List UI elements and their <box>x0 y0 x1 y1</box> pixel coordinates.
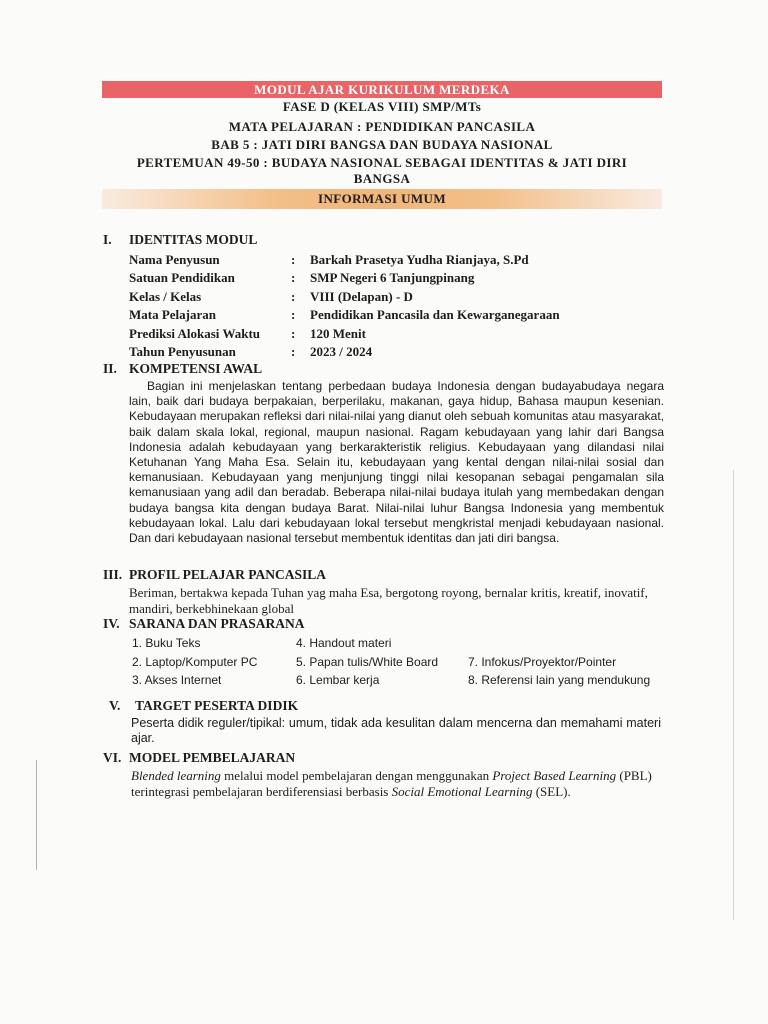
scan-artifact-line <box>36 760 37 870</box>
fase-heading: FASE D (KELAS VIII) SMP/MTs <box>282 99 482 114</box>
section-number: II. <box>103 361 117 376</box>
identity-value: Pendidikan Pancasila dan Kewarganegaraan <box>310 307 560 322</box>
identity-value: Barkah Prasetya Yudha Rianjaya, S.Pd <box>310 252 529 267</box>
identity-label: Tahun Penyusunan <box>129 344 236 359</box>
section-title: PROFIL PELAJAR PANCASILA <box>129 567 327 582</box>
section-number: V. <box>109 698 121 713</box>
section-title: TARGET PESERTA DIDIK <box>135 698 299 713</box>
identity-label: Satuan Pendidikan <box>129 270 235 285</box>
identity-label: Prediksi Alokasi Waktu <box>129 326 261 341</box>
target-text: Peserta didik reguler/tipikal: umum, tidak ada kesulitan dalam mencerna dan memahami materi ajar. <box>131 716 661 746</box>
chapter-heading: BAB 5 : JATI DIRI BANGSA DAN BUDAYA NASIONAL <box>211 137 553 152</box>
identity-colon: : <box>291 270 296 285</box>
facility-item: 5. Papan tulis/White Board <box>296 655 439 669</box>
section-number: VI. <box>103 750 122 765</box>
identity-value: SMP Negeri 6 Tanjungpinang <box>310 270 475 285</box>
model-text: (PBL) terintegrasi pembelajaran berdiferensiasi berbasis <box>131 768 652 799</box>
kompetensi-awal-text: Bagian ini menjelaskan tentang perbedaan budaya Indonesia dengan budayabudaya negara lain, baik dari budaya berpakaian, berperilaku, makanan, gaya hidup, Bahasa maupun kesenian. Kebudayaan merupakan refleksi dari nilai-nilai yang dianut oleh sebuah komunitas atau masyarakat, baik dalam skala lokal, regional, maupun nasional. Ragam kebudayaan yang lahir dari Bangsa Indonesia adalah kebudayaan yang berkarakteristik religius. Kebudayaan yang dilandasi nilai Ketuhanan Yang Maha Esa. Selain itu, kebudayaan yang kental dengan nilai-nilai sosial dan kemanusiaan. Kebudayaan yang menjunjung tinggi nilai kesopanan sebagai pengamalan sila kemanusiaan yang adil dan beradab. Beberapa nilai-nilai budaya itulah yang membedakan dengan budaya bangsa kita dengan budaya Barat. Nilai-nilai luhur Bangsa Indonesia yang membentuk kebudayaan lokal. Lalu dari kebudayaan lokal tersebut mengkristal menjadi kebudayaan nasional. Dan dari kebudayaan nasional tersebut membentuk identitas dan jati diri bangsa. <box>129 379 664 546</box>
blended-learning-term: Blended learning <box>131 768 221 783</box>
identity-colon: : <box>291 289 296 304</box>
facility-item: 3. Akses Internet <box>132 673 222 687</box>
identity-value: 2023 / 2024 <box>310 344 373 359</box>
meeting-heading-line1: PERTEMUAN 49-50 : BUDAYA NASIONAL SEBAGAI IDENTITAS & JATI DIRI <box>136 155 628 170</box>
model-text: (SEL). <box>532 784 571 799</box>
section-title: SARANA DAN PRASARANA <box>129 616 305 631</box>
facility-item: 6. Lembar kerja <box>296 673 380 687</box>
identity-colon: : <box>291 326 296 341</box>
scan-artifact-line <box>733 470 734 920</box>
sel-term: Social Emotional Learning <box>391 784 533 799</box>
general-info-title: INFORMASI UMUM <box>317 191 446 206</box>
identity-row-school <box>129 270 669 286</box>
profil-text: Beriman, bertakwa kepada Tuhan yag maha Esa, bergotong royong, bernalar kritis, kreatif, inovatif, mandiri, berkebhinekaan global <box>129 585 648 616</box>
section-title: MODEL PEMBELAJARAN <box>129 750 296 765</box>
general-info-band <box>102 189 662 209</box>
identity-colon: : <box>291 252 296 267</box>
identity-row-class <box>129 289 669 305</box>
identity-row-subject <box>129 307 669 323</box>
facility-item: 4. Handout materi <box>296 636 392 650</box>
meeting-heading-line2: BANGSA <box>353 171 411 186</box>
identity-label: Mata Pelajaran <box>129 307 217 322</box>
pbl-term: Project Based Learning <box>492 768 617 783</box>
facility-item: 1. Buku Teks <box>132 636 201 650</box>
section-title: IDENTITAS MODUL <box>129 232 258 247</box>
section-number: IV. <box>103 616 120 631</box>
identity-row-year <box>129 344 669 360</box>
identity-value: VIII (Delapan) - D <box>310 289 413 304</box>
section-title: KOMPETENSI AWAL <box>129 361 263 376</box>
section-number: III. <box>103 567 123 582</box>
section-number: I. <box>103 232 112 247</box>
facility-item: 7. Infokus/Proyektor/Pointer <box>468 655 617 669</box>
module-title: MODUL AJAR KURIKULUM MERDEKA <box>254 82 510 97</box>
model-text: melalui model pembelajaran dengan menggunakan <box>220 768 493 783</box>
model-paragraph <box>131 768 661 800</box>
identity-row-author <box>129 252 669 268</box>
identity-row-time <box>129 326 669 342</box>
identity-label: Nama Penyusun <box>129 252 220 267</box>
target-paragraph <box>131 716 661 746</box>
identity-colon: : <box>291 307 296 322</box>
facility-item: 8. Referensi lain yang mendukung <box>468 673 651 687</box>
identity-colon: : <box>291 344 296 359</box>
module-title-band <box>102 81 662 98</box>
facility-item: 2. Laptop/Komputer PC <box>132 655 258 669</box>
kompetensi-awal-paragraph <box>129 379 664 546</box>
identity-value: 120 Menit <box>310 326 366 341</box>
subject-heading: MATA PELAJARAN : PENDIDIKAN PANCASILA <box>228 119 536 134</box>
identity-label: Kelas / Kelas <box>129 289 202 304</box>
